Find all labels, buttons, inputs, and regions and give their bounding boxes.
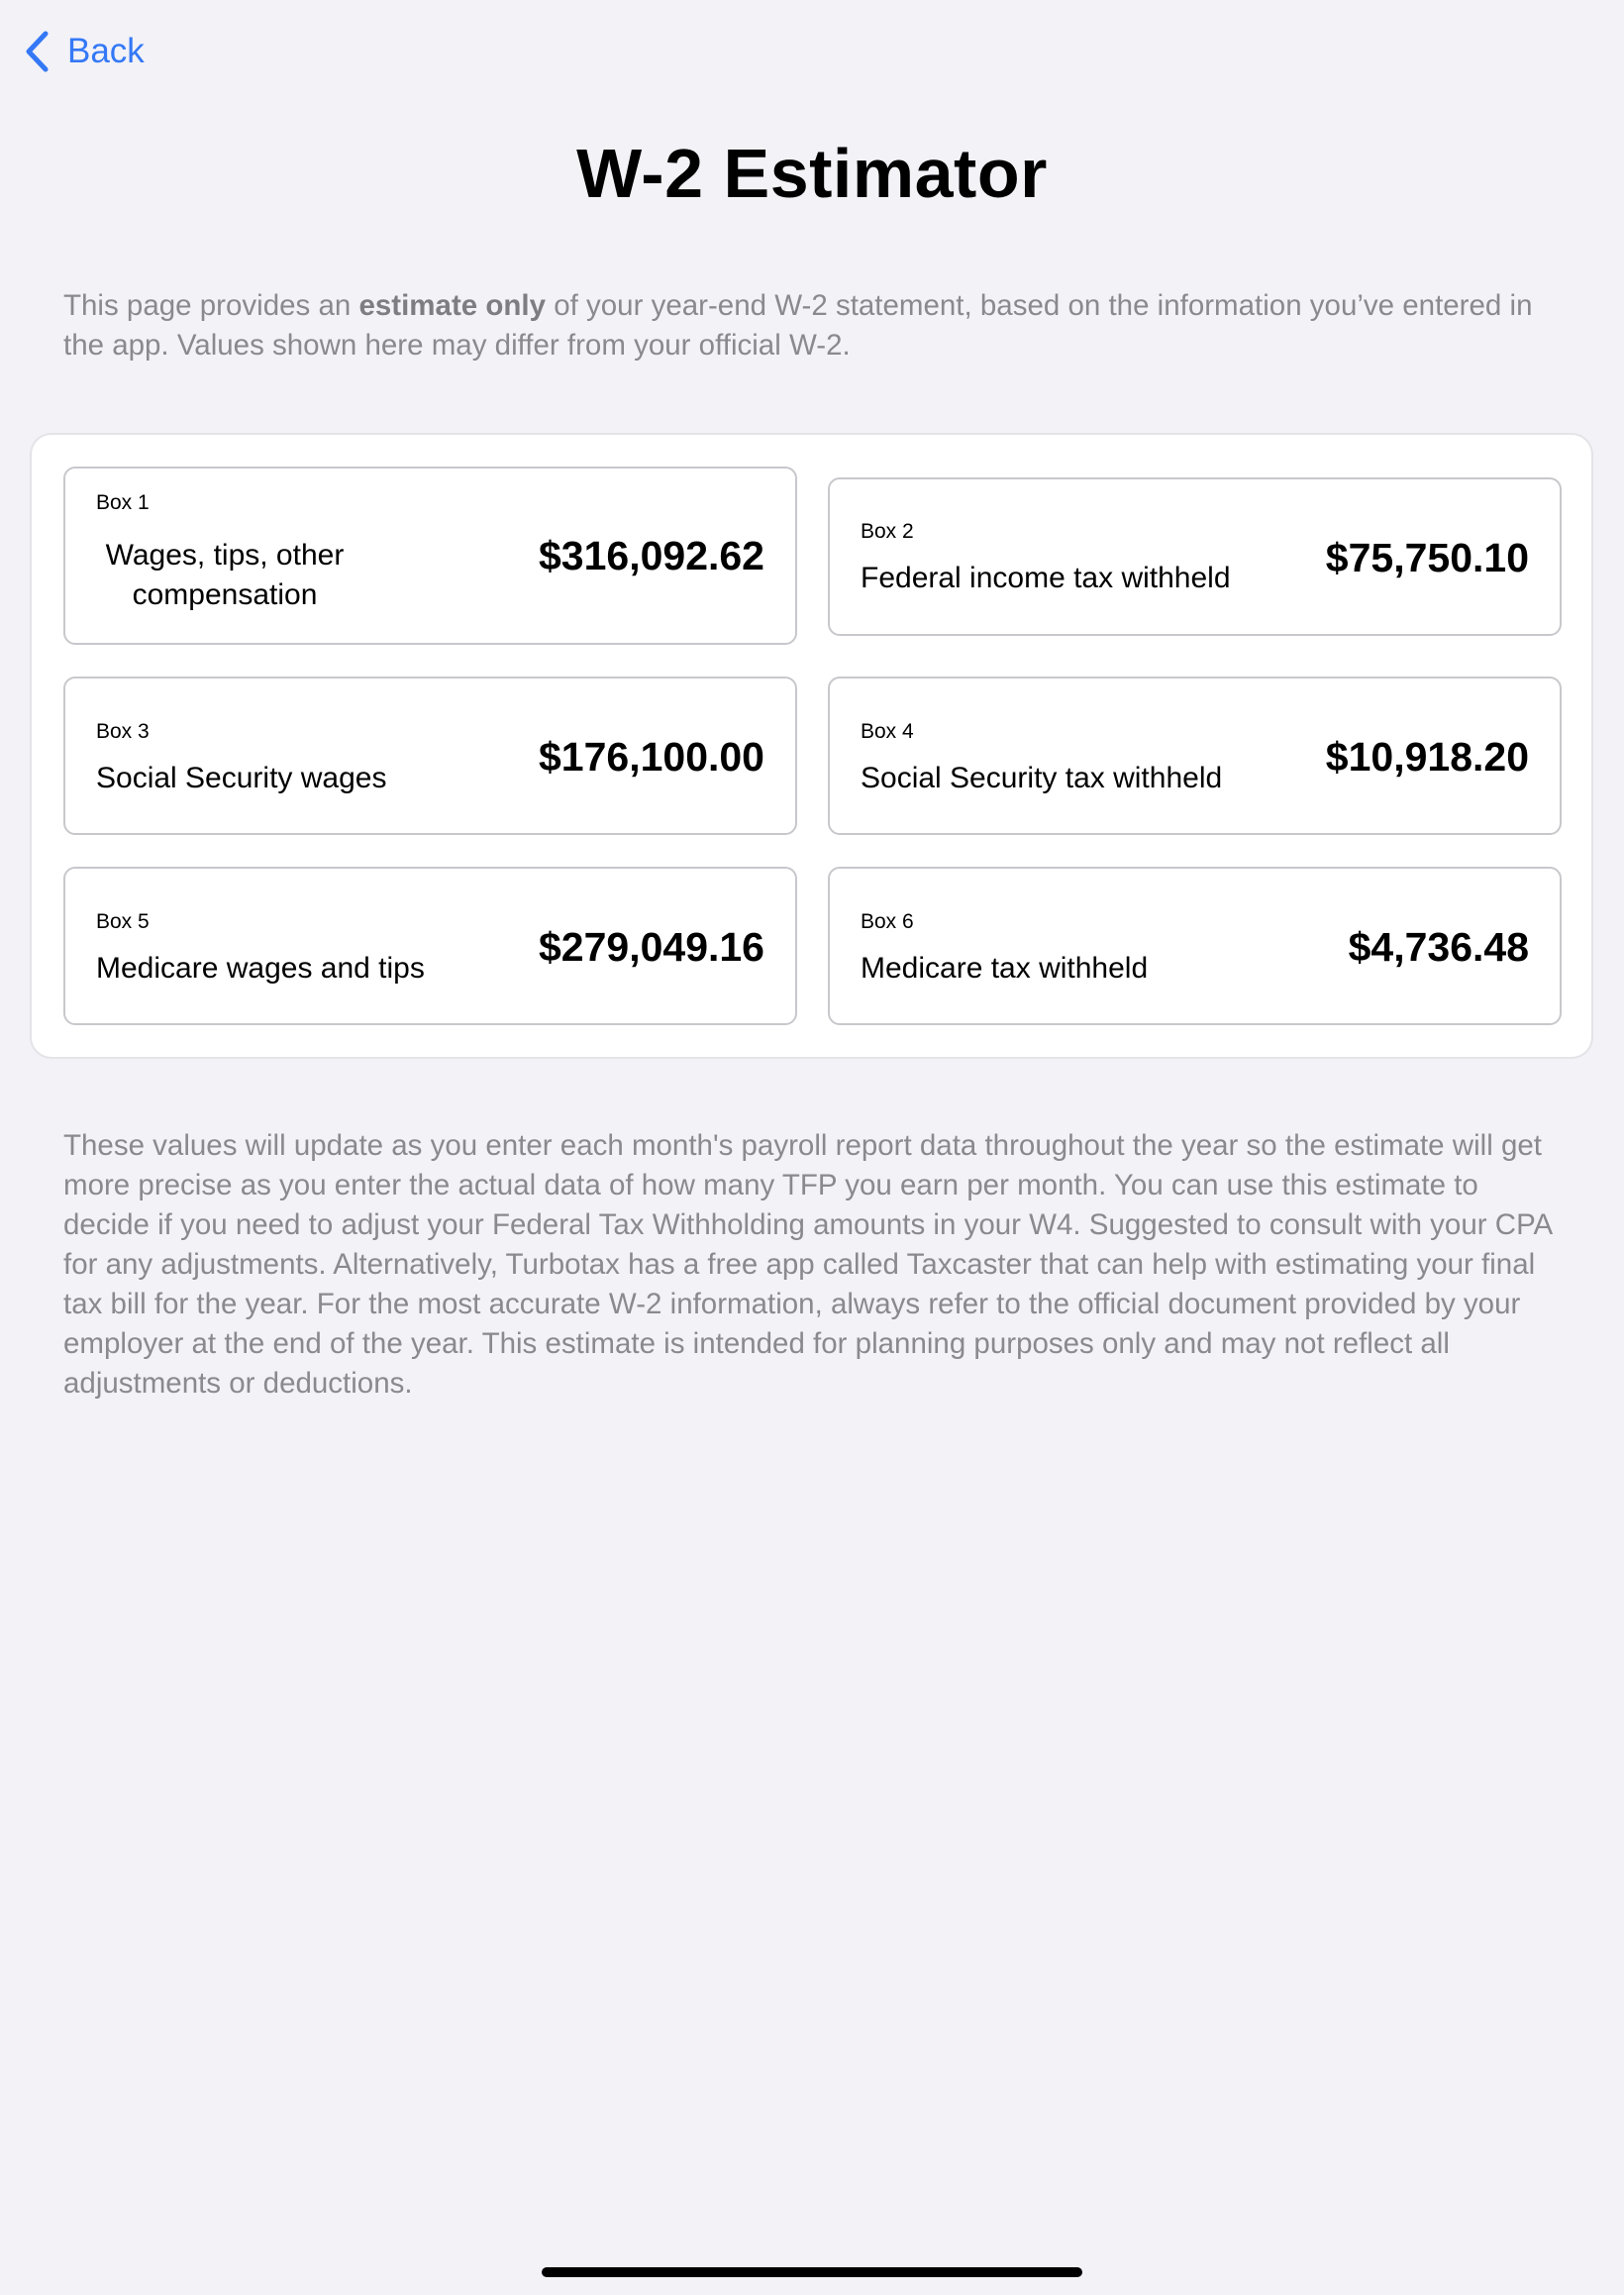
home-indicator[interactable] <box>542 2267 1082 2277</box>
box-description: Social Security wages <box>96 762 387 794</box>
box-3-card <box>63 677 797 835</box>
intro-text <box>63 286 1559 365</box>
box-1-card <box>63 467 797 645</box>
chevron-left-icon <box>24 30 50 73</box>
intro-text-end: of your year-end W-2 statement, based on the information you’ve entered in the app. Values shown here may differ from your official W-2. <box>63 289 1533 362</box>
box-5-card <box>63 867 797 1025</box>
box-label: Box 3 <box>96 720 150 743</box>
box-label: Box 5 <box>96 910 150 933</box>
box-4-card <box>828 677 1562 835</box>
intro-text-start: This page provides an <box>63 289 359 322</box>
box-2-card <box>828 477 1562 636</box>
box-value: $176,100.00 <box>538 734 764 780</box>
page-title: W-2 Estimator <box>576 135 1048 212</box>
box-value: $75,750.10 <box>1325 535 1529 580</box>
box-value: $316,092.62 <box>538 533 764 578</box>
box-6-card <box>828 867 1562 1025</box>
back-label: Back <box>67 32 145 70</box>
w2-boxes-panel <box>32 435 1591 1057</box>
box-description: Wages, tips, other compensation <box>105 539 345 611</box>
box-label: Box 2 <box>861 520 914 543</box>
box-label: Box 1 <box>96 491 150 514</box>
box-value: $279,049.16 <box>538 924 764 970</box>
box-value: $4,736.48 <box>1348 924 1529 970</box>
disclaimer-text: These values will update as you enter each month's payroll report data throughout the year so the estimate will get more precise as you enter the actual data of how many TFP you earn per month. You can use this estimate to decide if you need to adjust your Federal Tax Withholding amounts in your W4. Suggested to consult with your CPA for any adjustments. Alternatively, Turbotax has a free app called Taxcaster that can help with estimating your final tax bill for the year. For the most accurate W-2 information, always refer to the official document provided by your employer at the end of the year. This estimate is intended for planning purposes only and may not reflect all adjustments or deductions. <box>63 1129 1552 1400</box>
box-description: Medicare tax withheld <box>861 952 1149 985</box>
box-description: Federal income tax withheld <box>861 562 1231 594</box>
box-description: Medicare wages and tips <box>96 952 425 985</box>
box-label: Box 4 <box>861 720 914 743</box>
box-description: Social Security tax withheld <box>861 762 1223 794</box>
box-label: Box 6 <box>861 910 914 933</box>
intro-text-bold: estimate only <box>358 289 547 322</box>
box-value: $10,918.20 <box>1325 734 1529 780</box>
back-button[interactable] <box>24 30 145 73</box>
